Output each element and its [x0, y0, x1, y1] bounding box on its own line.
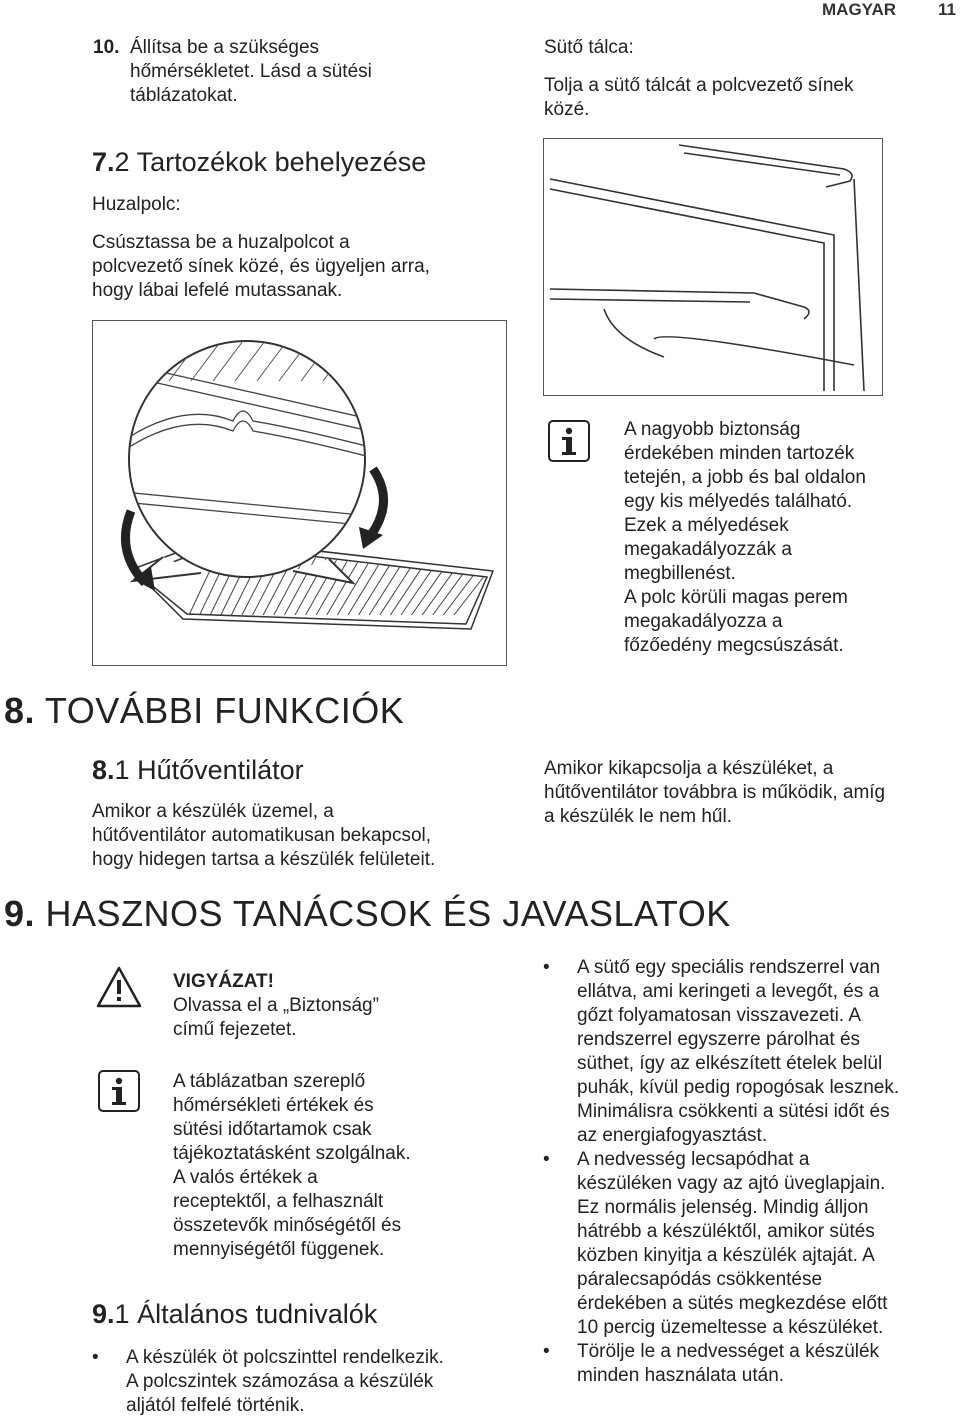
- text-line: sütési időtartamok csak: [173, 1119, 372, 1140]
- section-9-1-heading: [92, 1298, 377, 1330]
- language-label: MAGYAR: [822, 0, 896, 19]
- section-number: 8.: [4, 690, 36, 731]
- list-item: [543, 1340, 953, 1388]
- list-item: [92, 1346, 532, 1418]
- text-line: Amikor kikapcsolja a készüléket, a: [544, 758, 834, 779]
- baking-tray-figure: [543, 138, 883, 396]
- text-line: hogy hidegen tartsa a készülék felületeit.: [92, 849, 436, 870]
- text-line: közé.: [544, 99, 590, 120]
- text-line: hátrébb a készüléktől, amikor sütés: [577, 1221, 875, 1242]
- section-title: TOVÁBBI FUNKCIÓK: [44, 690, 405, 731]
- section-number-rest: 1: [114, 755, 130, 785]
- text-line: megakadályozzák a: [624, 539, 792, 560]
- text-line: • A készülék öt polcszinttel rendelkezik.: [126, 1347, 444, 1368]
- warning-icon: [96, 966, 142, 1013]
- baking-tray-illustration: [544, 139, 882, 395]
- wire-shelf-figure: [92, 320, 507, 666]
- info-text-2: [173, 1070, 411, 1262]
- section-number: 7.: [92, 147, 115, 177]
- section-8-1-text: [92, 800, 435, 872]
- step-line: táblázatokat.: [130, 85, 238, 106]
- step-line: hőmérsékletet. Lásd a sütési: [130, 61, 372, 82]
- section-9-heading: [4, 893, 731, 935]
- info-icon: [98, 1070, 140, 1117]
- text-line: A polc körüli magas perem: [624, 587, 848, 608]
- text-line: megakadályozza a: [624, 611, 783, 632]
- text-line: 10 percig üzemeltesse a készüléket.: [577, 1317, 884, 1338]
- left-bullet-list: [92, 1346, 532, 1418]
- warning-title: VIGYÁZAT!: [173, 971, 274, 992]
- tray-text: [544, 74, 853, 122]
- section-number-rest: 1: [114, 1299, 130, 1329]
- section-8-1-heading: [92, 754, 304, 786]
- page-number: 11: [938, 0, 956, 19]
- text-line: A táblázatban szereplő: [173, 1071, 366, 1092]
- right-bullet-list: [543, 956, 953, 1388]
- section-number: 9.: [92, 1299, 115, 1329]
- section-title: Hűtőventilátor: [137, 755, 304, 785]
- text-line: • A sütő egy speciális rendszerrel van: [577, 957, 881, 978]
- text-line: páralecsapódás csökkentése: [577, 1269, 823, 1290]
- text-line: hőmérsékleti értékek és: [173, 1095, 374, 1116]
- text-line: Olvassa el a „Biztonság”: [173, 995, 379, 1016]
- wire-shelf-illustration: [93, 321, 506, 665]
- text-line: puhák, kívül pedig ropogósak lesznek.: [577, 1077, 900, 1098]
- text-line: gőzt folyamatosan visszavezeti. A: [577, 1005, 862, 1026]
- text-line: • A nedvesség lecsapódhat a: [577, 1149, 810, 1170]
- huzalpolc-label: Huzalpolc:: [92, 194, 181, 215]
- text-line: hűtőventilátor továbbra is működik, amíg: [544, 782, 886, 803]
- step-line: Állítsa be a szükséges: [130, 37, 320, 58]
- text-line: érdekében minden tartozék: [624, 443, 855, 464]
- text-line: című fejezetet.: [173, 1019, 297, 1040]
- text-line: aljától felfelé történik.: [126, 1395, 305, 1416]
- text-line: megbillenést.: [624, 563, 736, 584]
- text-line: tájékoztatásként szolgálnak.: [173, 1143, 411, 1164]
- section-7-2-heading: [92, 146, 426, 178]
- text-line: összetevők minőségétől és: [173, 1215, 402, 1236]
- text-line: polcvezető sínek közé, és ügyeljen arra,: [92, 256, 430, 277]
- step-number: 10.: [93, 37, 120, 58]
- text-line: ellátva, ami keringeti a levegőt, és a: [577, 981, 880, 1002]
- section-title: Tartozékok behelyezése: [136, 147, 427, 177]
- list-item: [543, 1148, 953, 1340]
- tray-label: Sütő tálca:: [544, 37, 634, 58]
- text-line: érdekében a sütés megkezdése előtt: [577, 1293, 888, 1314]
- section-number-rest: 2: [114, 147, 130, 177]
- text-line: süthet, így az elkészített ételek belül: [577, 1053, 883, 1074]
- info-text-1: [624, 418, 866, 658]
- text-line: mennyiségétől függenek.: [173, 1239, 385, 1260]
- info-icon: [548, 420, 590, 467]
- text-line: készüléken vagy az ajtó üveglapjain.: [577, 1173, 886, 1194]
- text-line: egy kis mélyedés található.: [624, 491, 853, 512]
- section-8-1-text-right: [544, 757, 885, 829]
- text-line: Csúsztassa be a huzalpolcot a: [92, 232, 350, 253]
- text-line: közben kinyitja a készülék ajtaját. A: [577, 1245, 875, 1266]
- section-number: 8.: [92, 755, 115, 785]
- text-line: minden használata után.: [577, 1365, 785, 1386]
- section-title: Általános tudnivalók: [137, 1299, 378, 1329]
- warning-text: [173, 970, 379, 1042]
- text-line: az energiafogyasztást.: [577, 1125, 768, 1146]
- step-10: [93, 36, 470, 108]
- text-line: • Törölje le a nedvességet a készülék: [577, 1341, 880, 1362]
- text-line: rendszerrel egyszerre párolhat és: [577, 1029, 861, 1050]
- section-title: HASZNOS TANÁCSOK ÉS JAVASLATOK: [45, 893, 731, 934]
- text-line: A polcszintek számozása a készülék: [126, 1371, 434, 1392]
- text-line: tetején, a jobb és bal oldalon: [624, 467, 866, 488]
- text-line: a készülék le nem hűl.: [544, 806, 732, 827]
- text-line: Minimálisra csökkenti a sütési időt és: [577, 1101, 890, 1122]
- text-line: Ez normális jelenség. Mindig álljon: [577, 1197, 869, 1218]
- section-number: 9.: [4, 893, 36, 934]
- text-line: Ezek a mélyedések: [624, 515, 789, 536]
- text-line: A valós értékek a: [173, 1167, 318, 1188]
- text-line: hűtőventilátor automatikusan bekapcsol,: [92, 825, 432, 846]
- text-line: Tolja a sütő tálcát a polcvezető sínek: [544, 75, 854, 96]
- text-line: Amikor a készülék üzemel, a: [92, 801, 334, 822]
- text-line: receptektől, a felhasznált: [173, 1191, 384, 1212]
- text-line: A nagyobb biztonság: [624, 419, 801, 440]
- text-line: hogy lábai lefelé mutassanak.: [92, 280, 343, 301]
- list-item: [543, 956, 953, 1148]
- section-8-heading: [4, 690, 404, 732]
- huzalpolc-text: [92, 231, 430, 303]
- text-line: főzőedény megcsúszását.: [624, 635, 844, 656]
